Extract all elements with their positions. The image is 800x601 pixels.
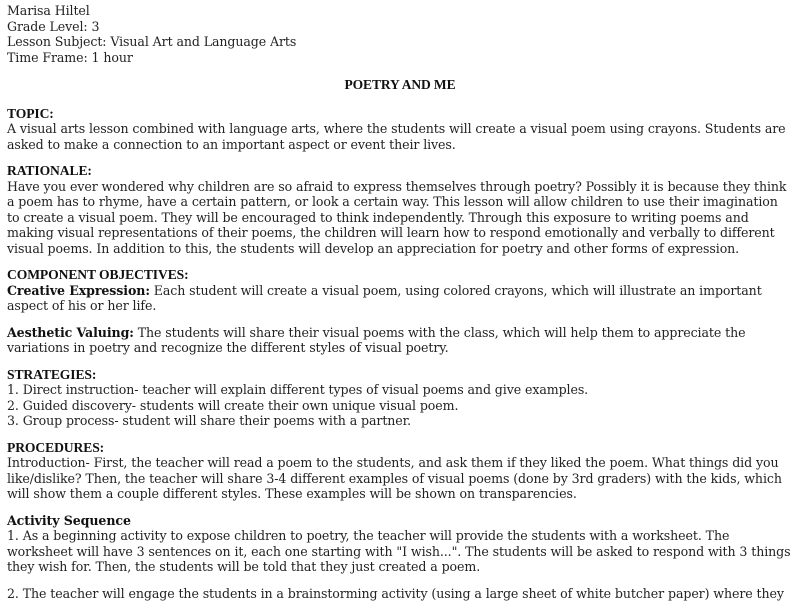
grade-level: Grade Level: 3: [7, 19, 793, 35]
page-title: POETRY AND ME: [7, 77, 793, 93]
objective-label: Aesthetic Valuing:: [7, 325, 134, 340]
strategy-item: 3. Group process- student will share their poems with a partner.: [7, 413, 793, 429]
objective-text: Each student will create a visual poem, using colored crayons, which will illustrate an important aspect of his or her life.: [7, 283, 762, 314]
objective-creative-expression: [7, 283, 793, 314]
rationale-section: [7, 163, 793, 256]
lesson-header: [7, 3, 793, 65]
activity-item: 1. As a beginning activity to expose children to poetry, the teacher will provide the students with a worksheet. The worksheet will have 3 sentences on it, each one starting with "I wish...". The students will be asked to respond with 3 things they wish for. Then, the students will be told that they just created a poem.: [7, 528, 793, 575]
activity-sequence-heading: Activity Sequence: [7, 513, 793, 529]
author-name: Marisa Hiltel: [7, 3, 793, 19]
rationale-text: Have you ever wondered why children are so afraid to express themselves through poetry? Possibly it is because they think a poem has to rhyme, have a certain pattern, or look a certain way. This lesson will allow children to use their imagination to create a visual poem. They will be encouraged to think independently. Through this exposure to writing poems and making visual representations of their poems, the children will learn how to respond emotionally and verbally to different visual poems. In addition to this, the students will develop an appreciation for poetry and other forms of expression.: [7, 179, 793, 257]
objective-label: Creative Expression:: [7, 283, 150, 298]
objective-aesthetic-valuing: [7, 325, 793, 356]
procedures-introduction: Introduction- First, the teacher will read a poem to the students, and ask them if they liked the poem. What things did you like/dislike? Then, the teacher will share 3-4 different examples of visual poems (done by 3rd graders) with the kids, which will show them a couple different styles. These examples will be shown on transparencies.: [7, 455, 793, 502]
strategies-heading: STRATEGIES:: [7, 367, 793, 383]
activity-item: 2. The teacher will engage the students in a brainstorming activity (using a large sheet of white butcher paper) where they: [7, 586, 793, 601]
objective-text: The students will share their visual poems with the class, which will help them to appreciate the variations in poetry and recognize the different styles of visual poetry.: [7, 325, 745, 356]
objectives-section: [7, 267, 793, 356]
topic-text: A visual arts lesson combined with language arts, where the students will create a visual poem using crayons. Students are asked to make a connection to an important aspect or event their lives.: [7, 121, 793, 152]
objectives-heading: COMPONENT OBJECTIVES:: [7, 267, 793, 283]
strategy-item: 2. Guided discovery- students will create their own unique visual poem.: [7, 398, 793, 414]
lesson-subject: Lesson Subject: Visual Art and Language Arts: [7, 34, 793, 50]
activity-sequence-section: [7, 513, 793, 601]
procedures-heading: PROCEDURES:: [7, 440, 793, 456]
topic-section: [7, 106, 793, 153]
time-frame: Time Frame: 1 hour: [7, 50, 793, 66]
topic-heading: TOPIC:: [7, 106, 793, 122]
procedures-section: [7, 440, 793, 502]
strategies-section: [7, 367, 793, 429]
strategy-item: 1. Direct instruction- teacher will explain different types of visual poems and give examples.: [7, 382, 793, 398]
rationale-heading: RATIONALE:: [7, 163, 793, 179]
